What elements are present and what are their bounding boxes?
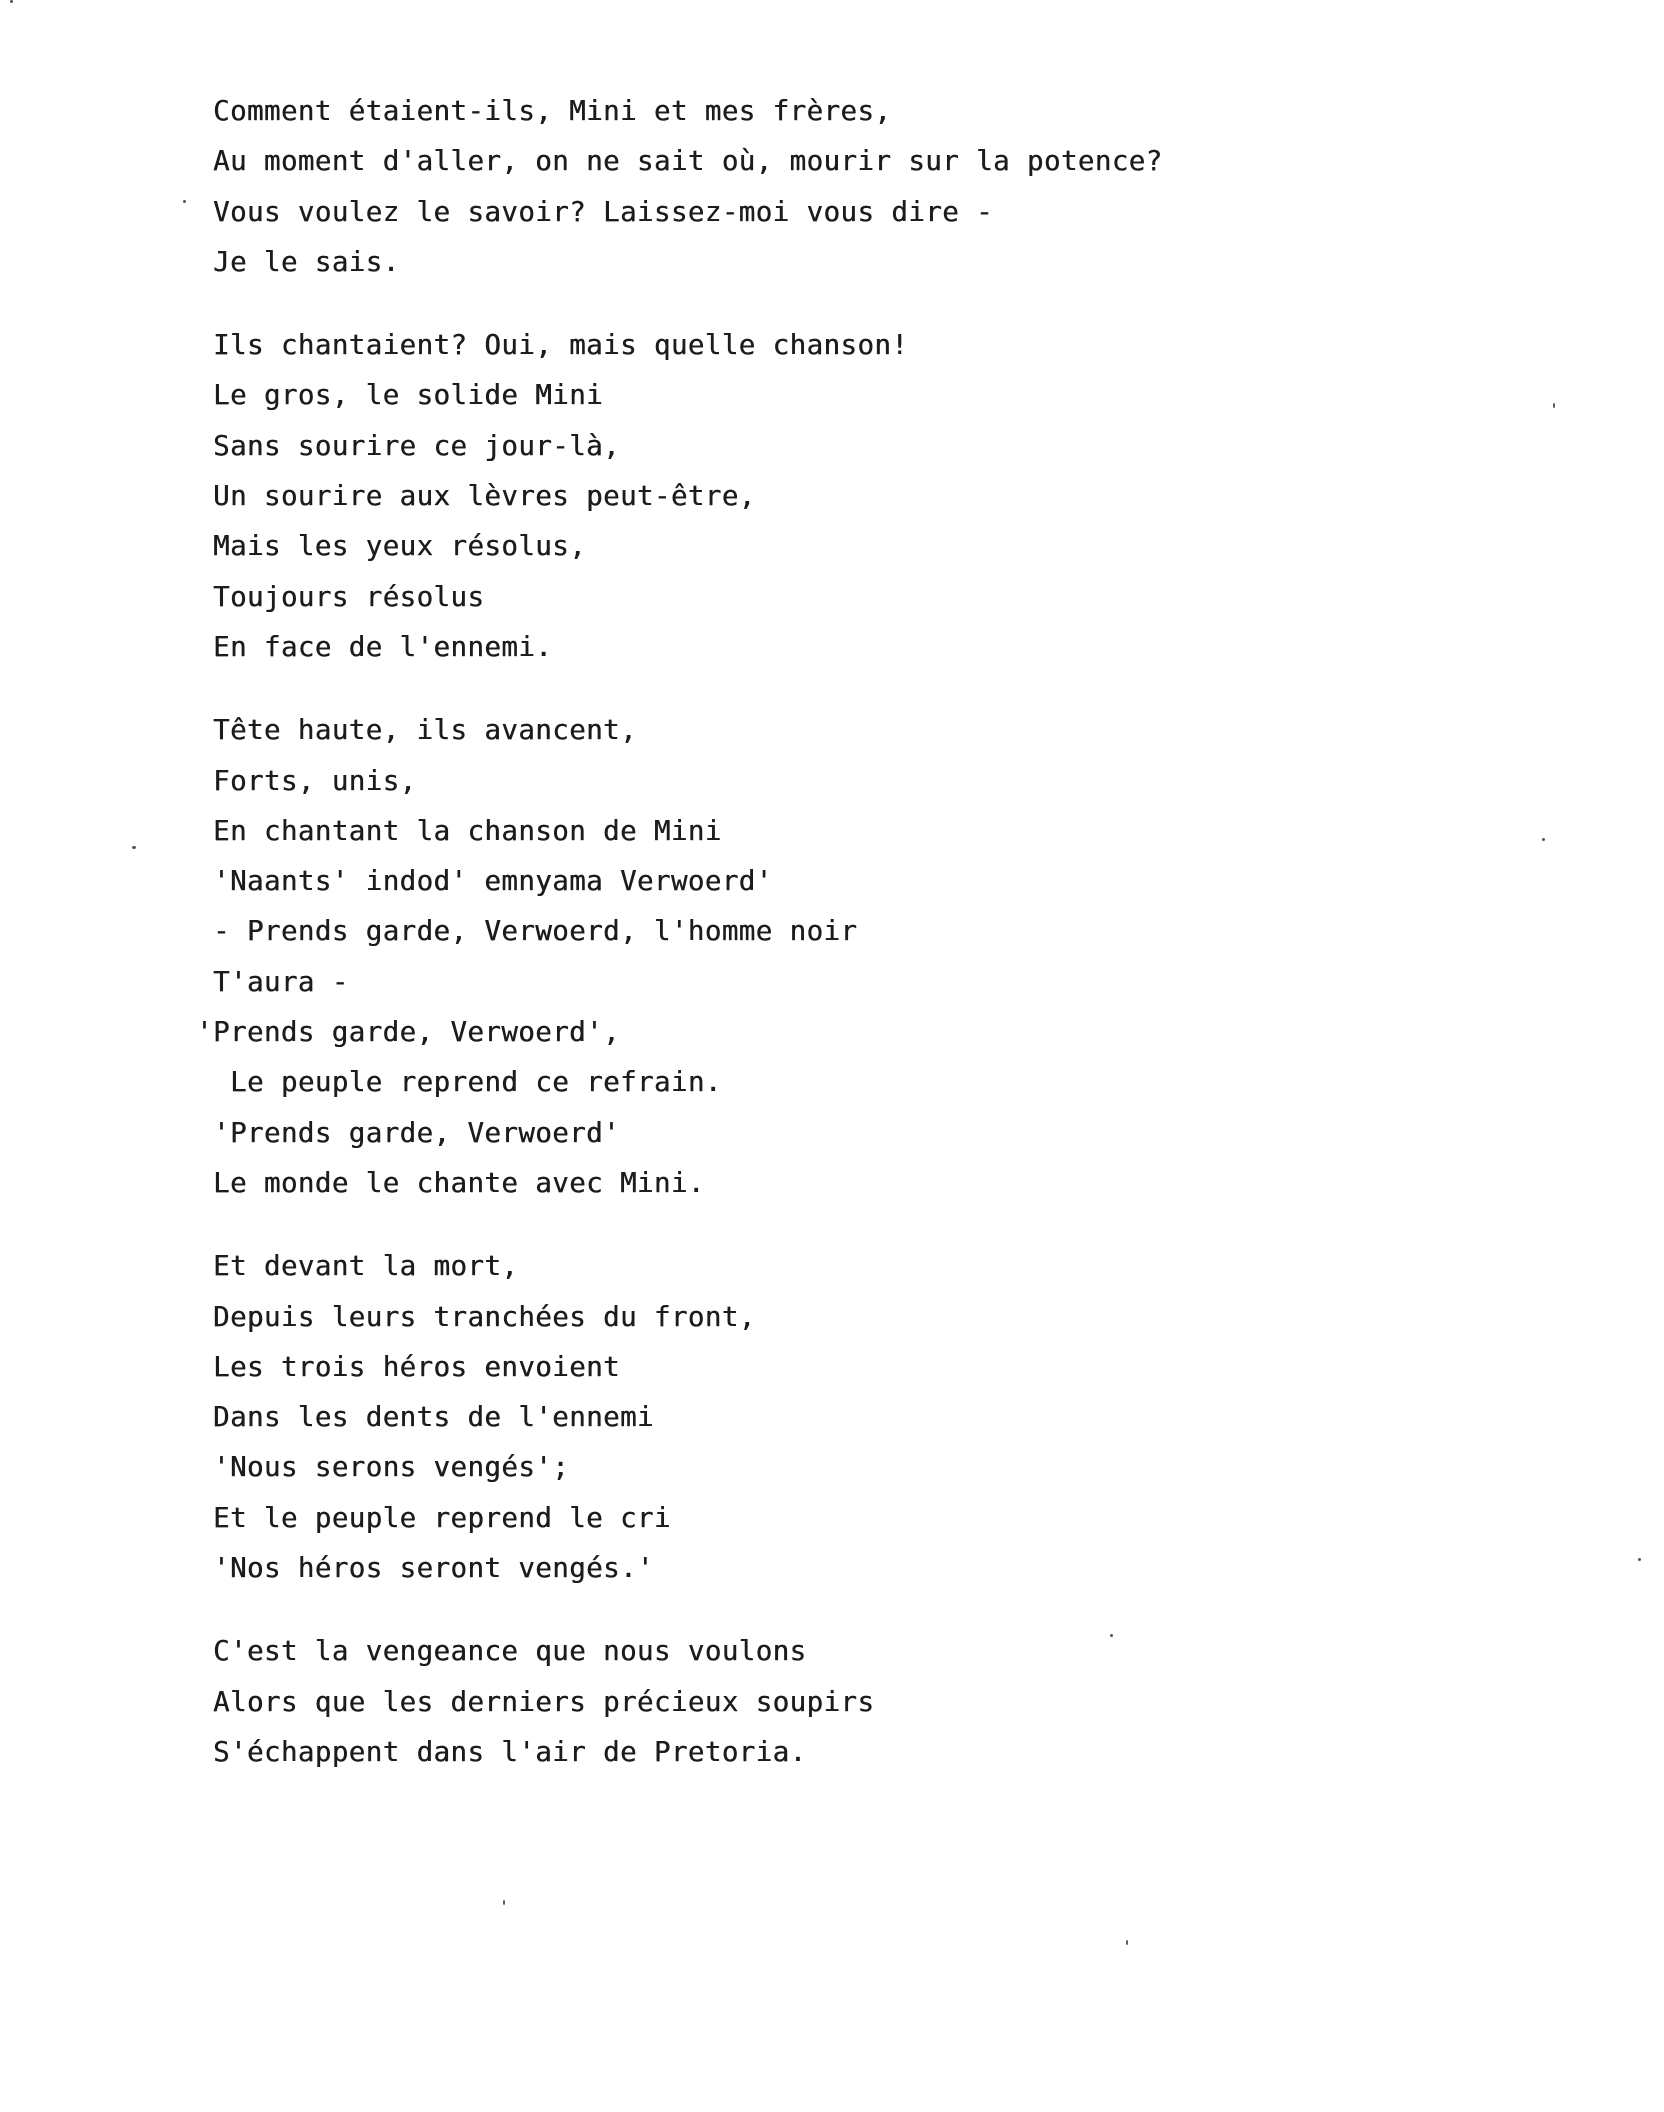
poem-line: Sans sourire ce jour-là, (213, 429, 620, 462)
poem-line: C'est la vengeance que nous voulons (213, 1635, 807, 1668)
poem-line: Les trois héros envoient (213, 1350, 620, 1383)
poem-line: Toujours résolus (213, 580, 485, 613)
poem-line: Tête haute, ils avancent, (213, 714, 637, 747)
poem-line: Je le sais. (213, 245, 400, 278)
poem (196, 86, 1513, 1810)
poem-line: Comment étaient-ils, Mini et mes frères, (213, 95, 892, 127)
poem-line: Et le peuple reprend le cri (213, 1501, 671, 1534)
poem-line: - Prends garde, Verwoerd, l'homme noir (213, 915, 858, 948)
poem-line: Le peuple reprend ce refrain. (230, 1066, 722, 1099)
poem-line: En chantant la chanson de Mini (213, 814, 722, 847)
poem-line: Le monde le chante avec Mini. (213, 1166, 705, 1199)
poem-line: 'Prends garde, Verwoerd' (213, 1116, 620, 1149)
stanza-3 (196, 705, 1513, 1208)
poem-line: Dans les dents de l'ennemi (213, 1401, 654, 1434)
paper-speck (183, 200, 186, 203)
poem-line: 'Nous serons vengés'; (213, 1451, 570, 1484)
poem-line: Vous voulez le savoir? Laissez-moi vous dire - (213, 195, 993, 228)
poem-line: S'échappent dans l'air de Pretoria. (213, 1735, 807, 1768)
paper-speck (1638, 1558, 1641, 1561)
poem-line: Au moment d'aller, on ne sait où, mourir sur la potence? (213, 145, 1163, 178)
poem-line: Ils chantaient? Oui, mais quelle chanson! (213, 329, 909, 362)
paper-speck (1126, 1940, 1128, 1945)
poem-line: T'aura - (213, 965, 349, 998)
poem-line: 'Nos héros seront vengés.' (213, 1552, 654, 1585)
poem-line: Et devant la mort, (213, 1250, 519, 1283)
poem-line: Un sourire aux lèvres peut-être, (213, 480, 756, 513)
poem-line: Depuis leurs tranchées du front, (213, 1300, 756, 1333)
paper-speck (132, 846, 136, 849)
paper-speck (1553, 403, 1555, 408)
poem-line: 'Prends garde, Verwoerd', (196, 1016, 620, 1049)
poem-line: Mais les yeux résolus, (213, 530, 587, 563)
stanza-5 (213, 1626, 1513, 1777)
paper-speck (503, 1900, 505, 1905)
poem-line: Le gros, le solide Mini (213, 379, 603, 412)
paper-speck (10, 0, 13, 3)
poem-line: Alors que les derniers précieux soupirs (213, 1685, 875, 1718)
poem-line: Forts, unis, (213, 764, 417, 797)
stanza-2 (213, 320, 1513, 672)
poem-line: En face de l'ennemi. (213, 630, 553, 663)
paper-speck (1542, 838, 1545, 841)
stanza-4 (213, 1241, 1513, 1593)
poem-line: 'Naants' indod' emnyama Verwoerd' (213, 865, 773, 898)
stanza-1 (213, 86, 1513, 287)
